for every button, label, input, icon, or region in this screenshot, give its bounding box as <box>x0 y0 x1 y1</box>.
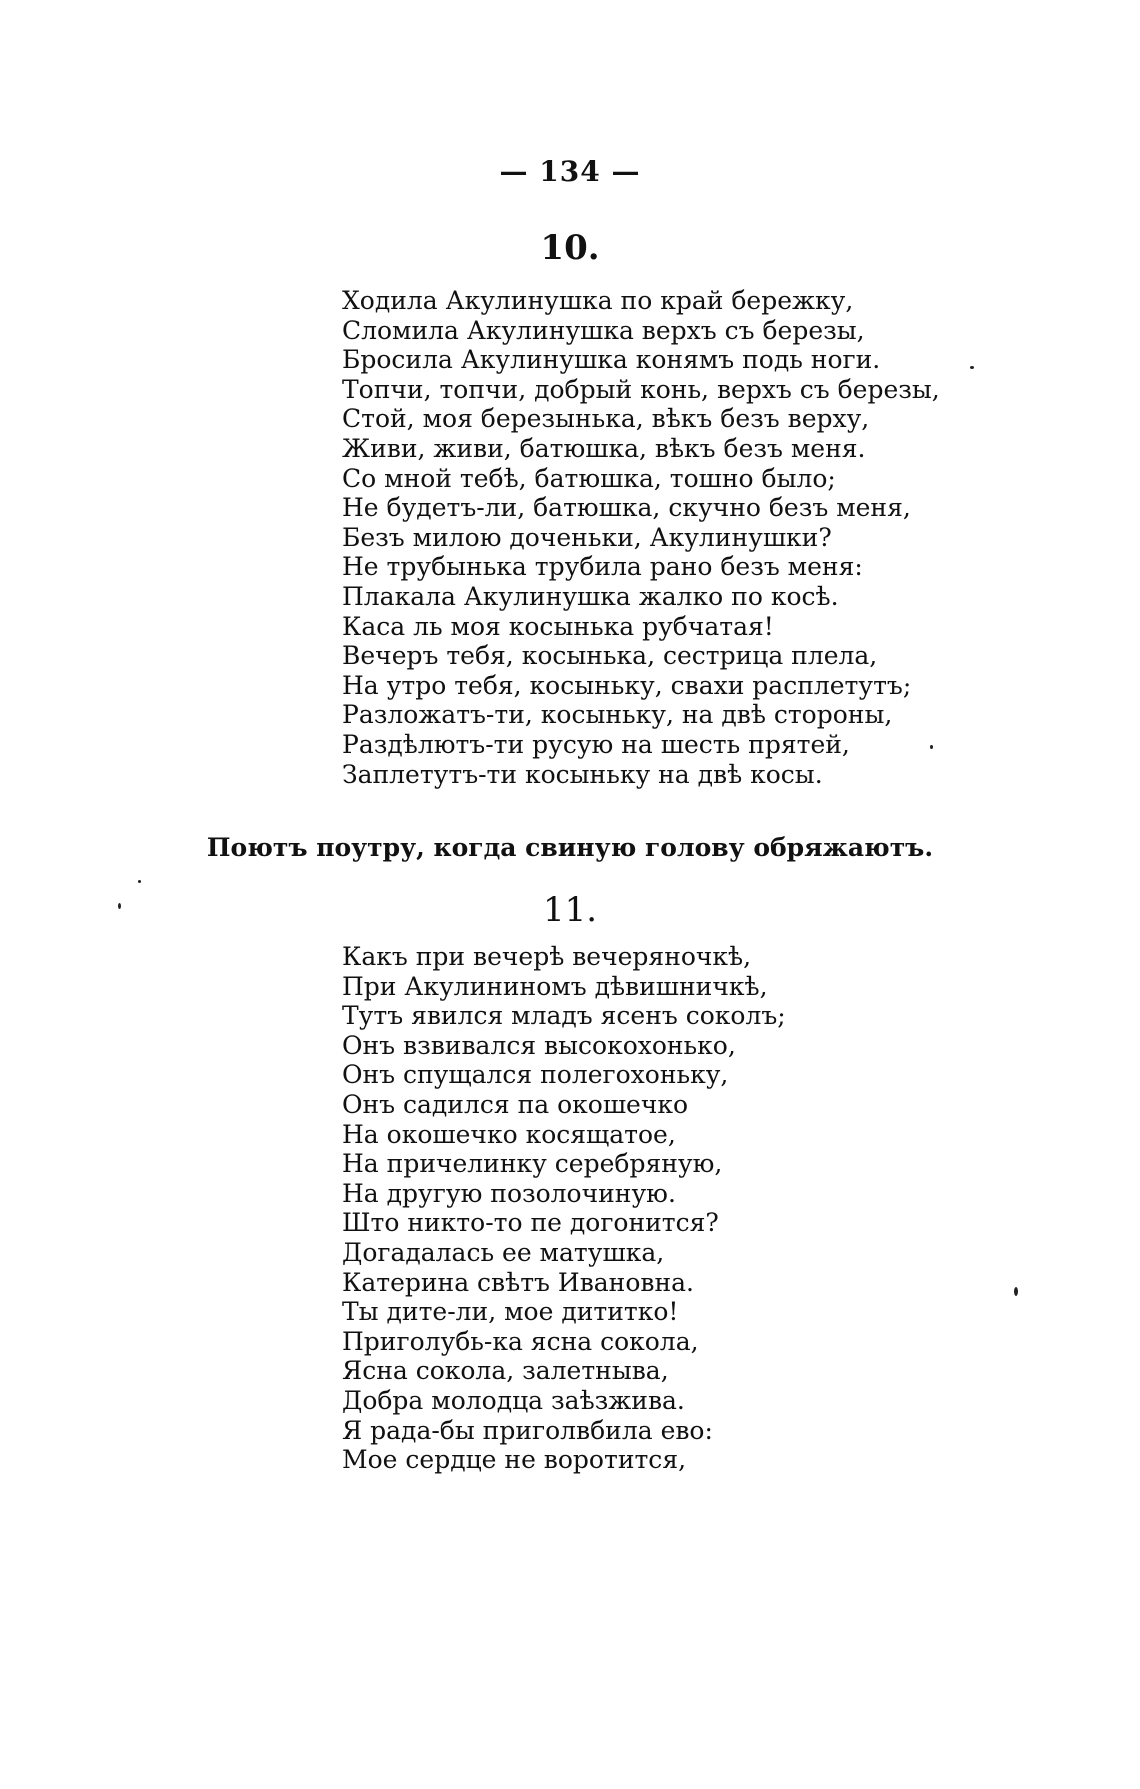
verse-line: Плакала Акулинушка жалко по косѣ. <box>342 581 839 611</box>
verse-line: На причелинку серебряную, <box>342 1149 723 1179</box>
song-number-11: 11. <box>542 890 598 930</box>
verse-line: Тутъ явился младъ ясенъ соколъ; <box>342 1001 786 1031</box>
verse-line: Добра молодца заѣзжива. <box>342 1385 685 1415</box>
page-number: — 134 — <box>499 155 641 188</box>
print-speck <box>970 366 974 369</box>
verse-line: Онъ взвивался высокохонько, <box>342 1030 736 1060</box>
verse-line: Мое сердце не воротится, <box>342 1445 687 1475</box>
verse-line: Со мной тебѣ, батюшка, тошно было; <box>342 463 836 493</box>
song-10-note: Поютъ поутру, когда свиную голову обряжаютъ. <box>206 833 934 862</box>
verse-line: Приголубь-ка ясна сокола, <box>342 1326 699 1356</box>
verse-line: На другую позолочиную. <box>342 1178 676 1208</box>
song-10-verse <box>342 286 940 789</box>
song-11-verse <box>342 942 786 1475</box>
verse-line: Не будетъ-ли, батюшка, скучно безъ меня, <box>342 493 911 523</box>
verse-line: Разложатъ-ти, косыньку, на двѣ стороны, <box>342 700 893 730</box>
verse-line: Я рада-бы приголвбила ево: <box>342 1415 713 1445</box>
verse-line: Бросила Акулинушка конямъ подь ноги. <box>342 345 881 375</box>
verse-line: Ходила Акулинушка по край бережку, <box>342 286 854 315</box>
print-speck <box>138 880 141 883</box>
verse-line: Безъ милою доченьки, Акулинушки? <box>342 522 832 552</box>
verse-line: Ты дите-ли, мое дититко! <box>342 1297 679 1327</box>
verse-line: Не трубынька трубила рано безъ меня: <box>342 552 863 582</box>
print-speck <box>1014 1287 1018 1296</box>
verse-line: Догадалась ее матушка, <box>342 1237 665 1267</box>
verse-line: На окошечко косящатое, <box>342 1119 676 1149</box>
verse-line: Ясна сокола, залетныва, <box>342 1356 669 1386</box>
verse-line: Живи, живи, батюшка, вѣкъ безъ меня. <box>342 433 866 463</box>
verse-line: При Акулининомъ дѣвишничкѣ, <box>342 971 768 1001</box>
verse-line: Заплетутъ-ти косыньку на двѣ косы. <box>342 759 823 789</box>
song-number-10: 10. <box>540 228 600 268</box>
verse-line: Топчи, топчи, добрый конь, верхъ съ березы, <box>342 374 940 404</box>
verse-line: Какъ при вечерѣ вечеряночкѣ, <box>342 942 752 971</box>
verse-line: Што никто-то пе догонится? <box>342 1208 719 1238</box>
print-speck <box>118 903 121 909</box>
verse-line: Сломила Акулинушка верхъ съ березы, <box>342 315 865 345</box>
verse-line: Раздѣлютъ-ти русую на шесть прятей, <box>342 729 850 759</box>
verse-line: Катерина свѣтъ Ивановна. <box>342 1267 694 1297</box>
verse-line: Стой, моя березынька, вѣкъ безъ верху, <box>342 404 870 434</box>
verse-line: Каса ль моя косынька рубчатая! <box>342 611 774 641</box>
verse-line: На утро тебя, косыньку, свахи расплетутъ; <box>342 670 912 700</box>
verse-line: Вечеръ тебя, косынька, сестрица плела, <box>342 641 878 671</box>
print-speck <box>930 745 933 749</box>
verse-line: Онъ спущался полегохоньку, <box>342 1060 729 1090</box>
verse-line: Онъ садился па окошечко <box>342 1089 689 1119</box>
